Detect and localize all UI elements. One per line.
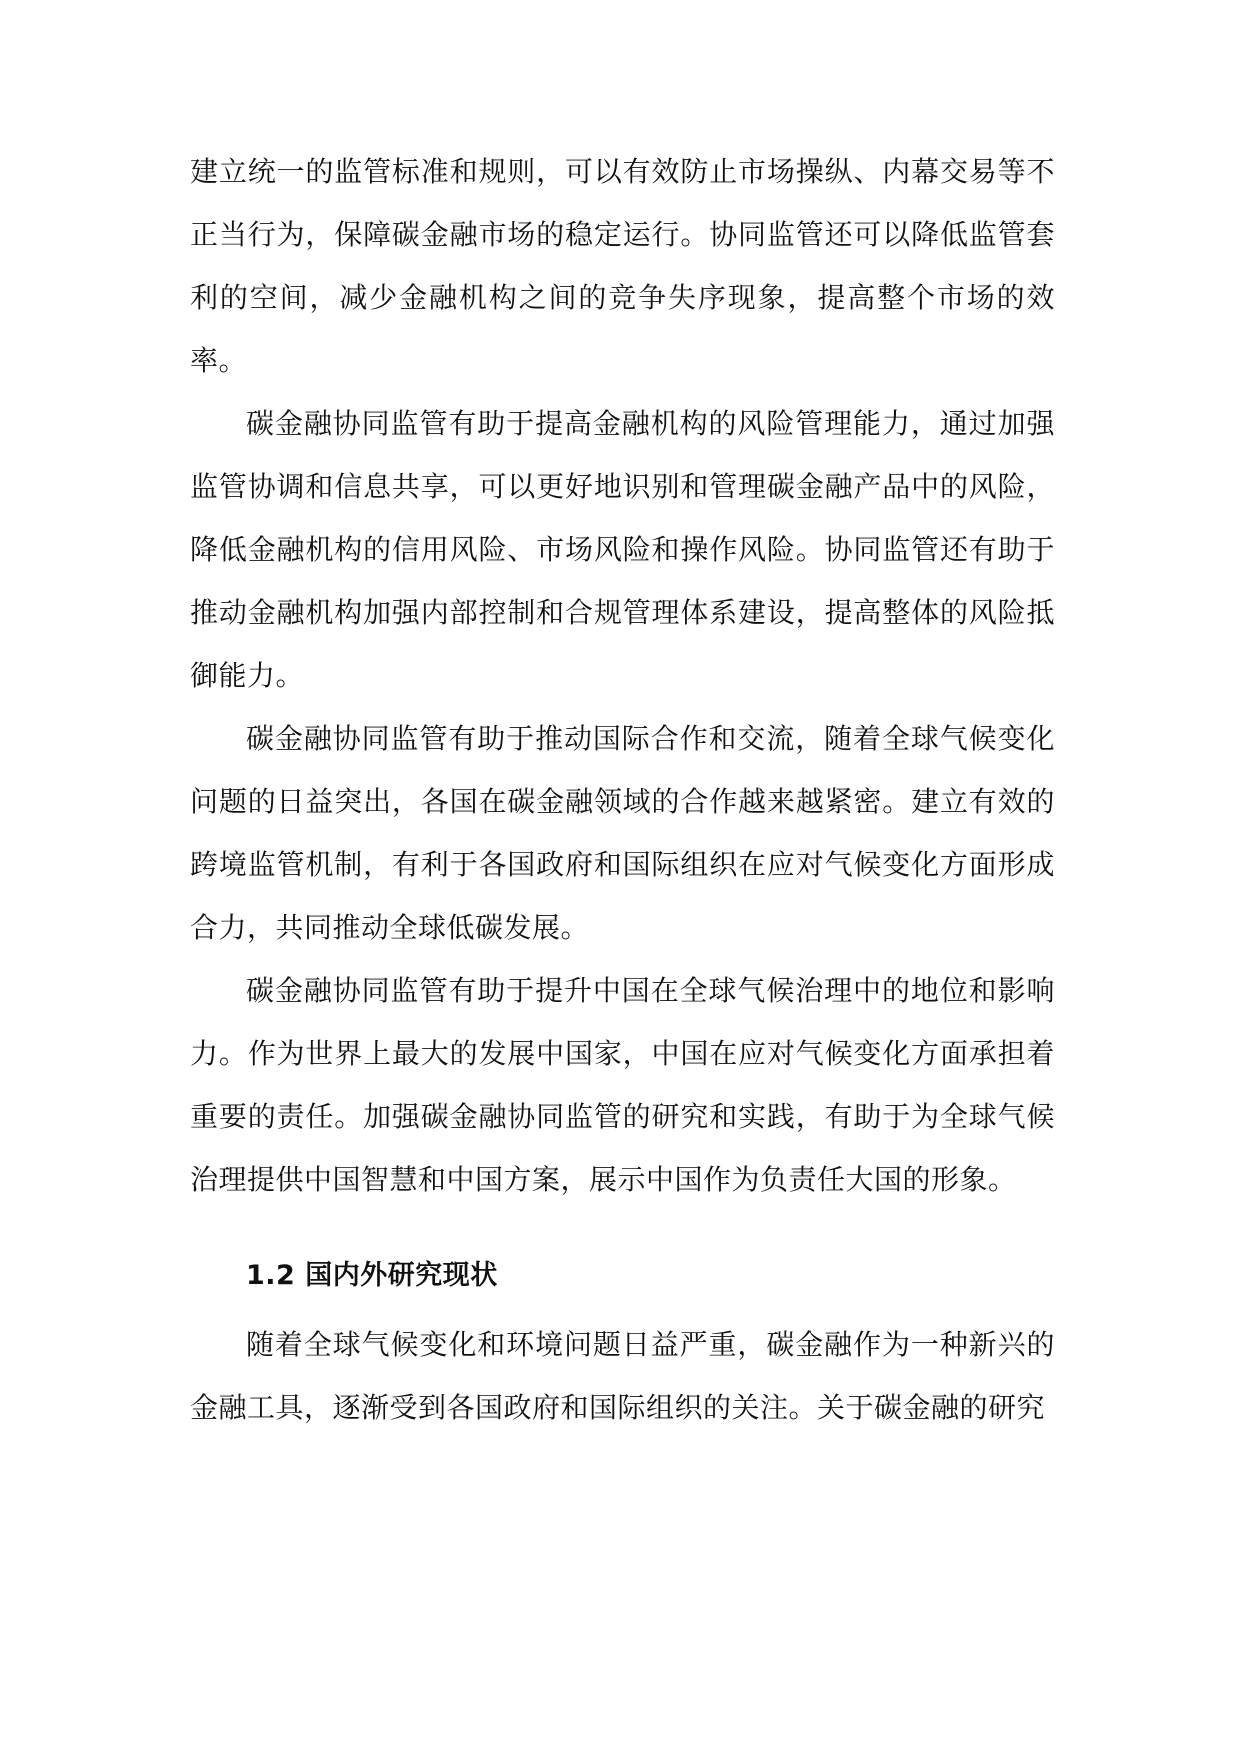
- paragraph-risk-management: 碳金融协同监管有助于提高金融机构的风险管理能力，通过加强监管协调和信息共享，可以更好地识别和管理碳金融产品中的风险，降低金融机构的信用风险、市场风险和操作风险。协同监管还有助于推动金融机构加强内部控制和合规管理体系建设，提高整体的风险抵御能力。: [190, 407, 1055, 692]
- paragraph-continued: 建立统一的监管标准和规则，可以有效防止市场操纵、内幕交易等不正当行为，保障碳金融市场的稳定运行。协同监管还可以降低监管套利的空间，减少金融机构之间的竞争失序现象，提高整个市场的效率。: [190, 155, 1055, 377]
- paragraph-international-cooperation: 碳金融协同监管有助于推动国际合作和交流，随着全球气候变化问题的日益突出，各国在碳金融领域的合作越来越紧密。建立有效的跨境监管机制，有利于各国政府和国际组织在应对气候变化方面形成合力，共同推动全球低碳发展。: [190, 722, 1055, 944]
- paragraph-china-influence: 碳金融协同监管有助于提升中国在全球气候治理中的地位和影响力。作为世界上最大的发展中国家，中国在应对气候变化方面承担着重要的责任。加强碳金融协同监管的研究和实践，有助于为全球气候治理提供中国智慧和中国方案，展示中国作为负责任大国的形象。: [190, 974, 1055, 1196]
- paragraph-research-status: 随着全球气候变化和环境问题日益严重，碳金融作为一种新兴的金融工具，逐渐受到各国政府和国际组织的关注。关于碳金融的研究: [190, 1328, 1055, 1424]
- document-body: [190, 140, 1055, 1439]
- section-heading: 1.2 国内外研究现状: [246, 1260, 498, 1291]
